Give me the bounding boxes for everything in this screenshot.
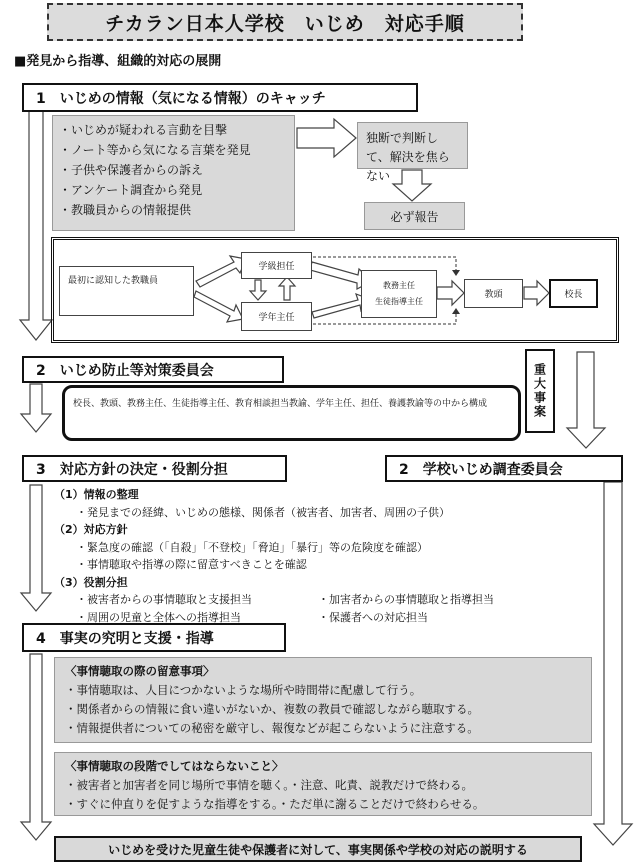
arrow-right-1 xyxy=(567,352,605,448)
role-left: ・被害者からの事情聴取と支援担当 xyxy=(76,593,252,606)
arrow-to-report xyxy=(393,170,431,201)
principal-box: 校長 xyxy=(549,279,598,308)
section-1-item: ・ノート等から気になる言葉を発見 xyxy=(59,143,251,157)
section-1-heading: 1 いじめの情報（気になる情報）のキャッチ xyxy=(22,83,418,112)
page-subtitle: ■発見から指導、組織的対応の展開 xyxy=(14,54,222,69)
page-title: チカラン日本人学校 いじめ 対応手順 xyxy=(47,3,523,41)
section-1-items xyxy=(52,115,295,231)
notes-box xyxy=(54,657,592,743)
section-2-heading: 2 いじめ防止等対策委員会 xyxy=(22,356,284,383)
notes-title: 〈事情聴取の際の留意事項〉 xyxy=(65,664,215,678)
arrow-left-2 xyxy=(21,384,51,432)
arrow-left-3 xyxy=(21,485,51,611)
ng-title: 〈事情聴取の段階でしてはならないこと〉 xyxy=(65,759,284,773)
first-teacher-box: 最初に認知した教職員 xyxy=(59,266,194,316)
sub1-label: （1）情報の整理 xyxy=(54,488,139,501)
sub3-label: （3）役割分担 xyxy=(54,575,128,589)
section-3-body xyxy=(54,486,594,626)
warning-box: 独断で判断して、解決を焦らない xyxy=(357,122,468,169)
role-right: ・加害者からの事情聴取と指導担当 xyxy=(318,593,494,606)
grade-head-box: 学年主任 xyxy=(241,302,312,331)
note-item: ・関係者からの情報に食い違いがないか、複数の教員で確認しながら聴取する。 xyxy=(65,702,479,716)
report-box: 必ず報告 xyxy=(364,202,465,230)
section-4-heading: 4 事実の究明と支援・指導 xyxy=(22,623,286,652)
sub2-line: ・事情聴取や指導の際に留意すべきことを確認 xyxy=(76,558,307,571)
section-1-item: ・教職員からの情報提供 xyxy=(59,203,192,217)
serious-case-label: 重大事案 xyxy=(525,349,555,433)
sub2-label: （2）対応方針 xyxy=(54,523,128,536)
role-left: ・周囲の児童と全体への指導担当 xyxy=(76,610,241,624)
committee-2-heading: 2 学校いじめ調査委員会 xyxy=(385,455,623,482)
arrow-to-warning xyxy=(297,119,356,157)
ng-box xyxy=(54,752,592,816)
section-1-item: ・アンケート調査から発見 xyxy=(59,183,203,197)
note-item: ・事情聴取は、人目につかないような場所や時間帯に配慮して行う。 xyxy=(65,683,422,697)
arrow-right-2 xyxy=(594,482,632,845)
managers-box xyxy=(361,270,437,318)
role-right: ・保護者への対応担当 xyxy=(318,610,428,624)
committee-members: 校長、教頭、教務主任、生徒指導主任、教育相談担当教諭、学年主任、担任、養護教諭等の中から構成 xyxy=(62,385,521,441)
arrow-left-4 xyxy=(21,654,51,840)
managers-line-1: 教務主任 xyxy=(383,281,415,290)
section-1-item: ・いじめが疑われる言動を目撃 xyxy=(59,123,228,137)
sub1-text: ・発見までの経緯、いじめの態様、関係者（被害者、加害者、周囲の子供） xyxy=(76,505,450,519)
note-item: ・情報提供者についての秘密を厳守し、報復などが起こらないように注意する。 xyxy=(65,721,479,735)
ng-item: ・すぐに仲直りを促すような指導をする。・ただ単に謝ることだけで終わらせる。 xyxy=(65,797,485,811)
managers-line-2: 生徒指導主任 xyxy=(375,297,423,306)
section-1-item: ・子供や保護者からの訴え xyxy=(59,163,204,177)
vice-principal-box: 教頭 xyxy=(464,279,523,308)
section-3-heading: 3 対応方針の決定・役割分担 xyxy=(22,455,287,482)
class-teacher-box: 学級担任 xyxy=(241,252,312,279)
final-box: いじめを受けた児童生徒や保護者に対して、事実関係や学校の対応の説明する xyxy=(54,836,582,862)
sub2-line: ・緊急度の確認（「自殺」「不登校」「脅迫」「暴行」等の危険度を確認） xyxy=(76,540,428,554)
ng-item: ・被害者と加害者を同じ場所で事情を聴く。・注意、叱責、説教だけで終わる。 xyxy=(65,778,474,792)
arrow-left-1 xyxy=(20,111,52,340)
